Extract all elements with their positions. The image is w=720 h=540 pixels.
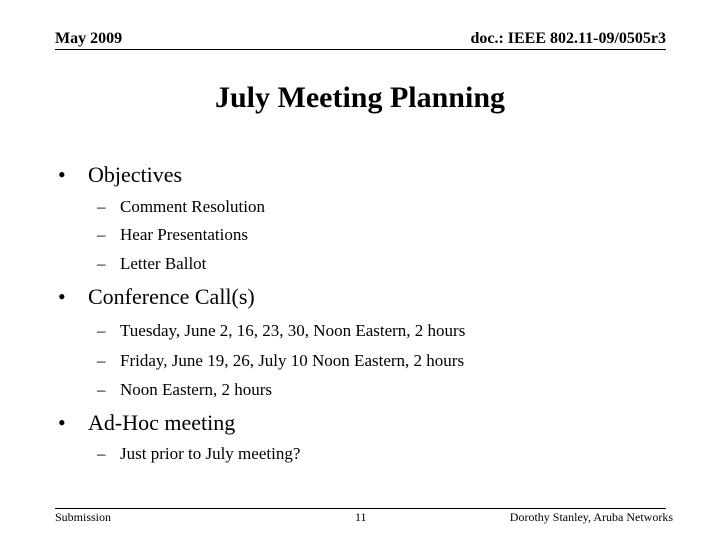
footer-submission: Submission (55, 510, 112, 524)
slide-header-doc-id: doc.: IEEE 802.11-09/0505r3 (470, 30, 666, 47)
dash-glyph: – (97, 444, 106, 463)
header-divider (55, 49, 666, 50)
sub-item-text: Hear Presentations (120, 225, 248, 244)
sub-item-text: Letter Ballot (120, 254, 207, 273)
sub-item (97, 350, 464, 372)
dash-glyph: – (97, 225, 106, 244)
dash-glyph: – (97, 254, 106, 273)
slide-title: July Meeting Planning (214, 81, 506, 114)
sub-item (97, 320, 465, 342)
bullet-label: Objectives (88, 162, 183, 187)
sub-item (97, 196, 265, 218)
sub-item-text: Just prior to July meeting? (120, 444, 301, 463)
sub-item (97, 224, 248, 246)
footer-page-number: 11 (355, 510, 367, 524)
sub-item-text: Noon Eastern, 2 hours (120, 380, 273, 399)
bullet-glyph: • (58, 284, 66, 309)
bullet-conference-calls (58, 283, 255, 311)
sub-item (97, 443, 300, 465)
dash-glyph: – (97, 380, 106, 399)
bullet-ad-hoc-meeting (58, 409, 235, 437)
sub-item (97, 379, 272, 401)
footer-author: Dorothy Stanley, Aruba Networks (509, 510, 673, 524)
slide-header-date: May 2009 (55, 30, 123, 47)
bullet-glyph: • (58, 410, 66, 435)
bullet-label: Ad-Hoc meeting (88, 410, 236, 435)
sub-item (97, 253, 206, 275)
bullet-label: Conference Call(s) (88, 284, 255, 309)
dash-glyph: – (97, 351, 106, 370)
dash-glyph: – (97, 321, 106, 340)
bullet-glyph: • (58, 162, 66, 187)
footer-divider (55, 508, 666, 509)
sub-item-text: Tuesday, June 2, 16, 23, 30, Noon Eastern, 2 hours (120, 321, 466, 340)
dash-glyph: – (97, 197, 106, 216)
sub-item-text: Comment Resolution (120, 197, 265, 216)
sub-item-text: Friday, June 19, 26, July 10 Noon Eastern, 2 hours (120, 351, 465, 370)
bullet-objectives (58, 161, 182, 189)
